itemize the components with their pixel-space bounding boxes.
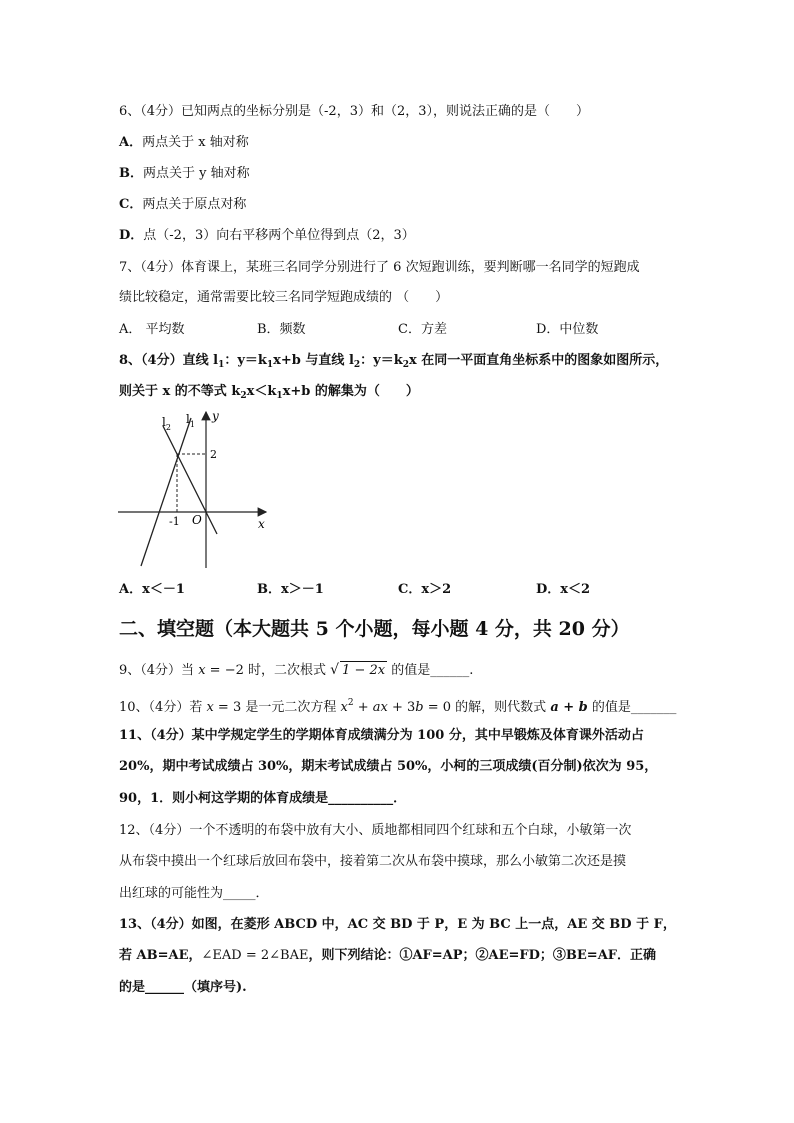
q13-angle-expression: ∠EAD = 2∠BAE	[201, 948, 309, 963]
l1-label: $l_1$	[186, 412, 195, 429]
q8-option-d: D．x＜2	[536, 582, 591, 597]
q9-variable: x	[198, 663, 206, 678]
q10-exponent: 2	[347, 698, 354, 708]
option-text: 点（-2，3）向右平移两个单位得到点（2，3）	[143, 228, 415, 243]
y-axis-label: y	[212, 409, 219, 423]
q7-option-c: C．方差	[398, 322, 447, 337]
q10-variable: ax	[372, 700, 388, 715]
q10-variable: x	[206, 700, 214, 715]
option-text: 两点关于 y 轴对称	[143, 166, 250, 181]
q10-text: = 0 的解，则代数式	[423, 700, 551, 715]
q13-text: ，则下列结论：①AF=AP；②AE=FD；③BE=AF．正确	[308, 948, 657, 963]
q12-line2: 从布袋中摸出一个红球后放回布袋中，接着第二次从布袋中摸球，那么小敏第二次还是摸	[119, 854, 627, 869]
q6-option-a	[119, 134, 249, 152]
q8-subscript: 2	[402, 360, 409, 370]
q8-option-a: A．x＜－1	[119, 582, 185, 597]
option-letter: D．	[119, 228, 144, 243]
q10-line	[119, 694, 676, 717]
q10-variable: x	[340, 700, 348, 715]
option-text: 两点关于原点对称	[142, 197, 247, 212]
sqrt-sign: √	[330, 662, 340, 678]
q9-text: 的值是______.	[387, 663, 474, 678]
q10-variable: b	[415, 700, 424, 715]
q8-option-b: B．x＞－1	[257, 582, 324, 597]
q11-line2: 20%，期中考试成绩占 30%，期末考试成绩占 50%，小柯的三项成绩(百分制)依次为 95，	[119, 759, 658, 774]
q8-line1	[119, 352, 668, 374]
q8-subscript: 2	[353, 360, 361, 370]
q13-line3: 的是______（填序号).	[119, 980, 247, 995]
line-l1	[141, 418, 191, 566]
q8-line2	[119, 383, 419, 405]
q6-option-c	[119, 196, 246, 214]
l2-label: $l_2$	[162, 415, 171, 432]
q8-option-c: C．x＞2	[398, 582, 452, 597]
q8-subscript: 1	[266, 360, 274, 370]
q8-graph	[110, 404, 280, 574]
option-text: 两点关于 x 轴对称	[142, 135, 249, 150]
q8-text: x+b 的解集为（ ）	[282, 384, 419, 399]
q8-subscript: 1	[218, 360, 225, 370]
q8-text: ：y＝k	[224, 353, 267, 368]
q9-line	[119, 661, 473, 680]
q7-option-b: B．频数	[257, 322, 306, 337]
q10-text: = 3 是一元二次方程	[213, 700, 341, 715]
q8-text: x＜k	[246, 384, 277, 399]
option-letter: C．	[119, 197, 143, 212]
q12-line3: 出红球的可能性为_____．	[119, 886, 269, 901]
q9-radicand: 1 − 2x	[342, 663, 386, 678]
x-axis-label: x	[258, 517, 265, 531]
q10-text: +	[353, 700, 373, 715]
q8-text: x+b 与直线 l	[273, 353, 354, 368]
q8-text: 8、（4分）直线 l	[119, 353, 219, 368]
q10-expression: a + b	[550, 700, 588, 715]
q11-line1: 11、（4分）某中学规定学生的学期体育成绩满分为 100 分，其中早锻炼及体育课外活动占	[119, 728, 644, 743]
q10-text: 10、（4分）若	[119, 700, 207, 715]
q9-text: 9、（4分）当	[119, 663, 199, 678]
q6-option-d	[119, 227, 415, 245]
q11-line3: 90，1．则小柯这学期的体育成绩是__________．	[119, 791, 407, 806]
q7-option-a: A． 平均数	[119, 322, 185, 337]
q7-line1: 7、（4分）体育课上，某班三名同学分别进行了 6 次短跑训练，要判断哪一名同学的短跑成	[119, 260, 640, 275]
q13-line2	[119, 947, 656, 965]
q6-stem: 6、（4分）已知两点的坐标分别是（-2，3）和（2，3），则说法正确的是（ ）	[119, 104, 590, 119]
q8-subscript: 1	[276, 391, 283, 401]
tick-label-y: 2	[210, 448, 217, 461]
q9-text: = −2 时，二次根式	[205, 663, 331, 678]
q7-line2: 绩比较稳定，通常需要比较三名同学短跑成绩的 （ ）	[119, 290, 449, 305]
option-letter: B．	[119, 166, 143, 181]
q12-line1: 12、（4分）一个不透明的布袋中放有大小、质地都相同四个红球和五个白球，小敏第一次	[119, 823, 632, 838]
q8-text: ：y＝k	[360, 353, 403, 368]
q8-text: x 在同一平面直角坐标系中的图象如图所示，	[408, 353, 669, 368]
origin-label: O	[192, 513, 202, 527]
section-title: 二、填空题（本大题共 5 个小题，每小题 4 分，共 20 分）	[119, 618, 630, 640]
q8-subscript: 2	[240, 391, 247, 401]
q13-line1: 13、（4分）如图，在菱形 ABCD 中，AC 交 BD 于 P，E 为 BC 上一点，AE 交 BD 于 F，	[119, 917, 676, 932]
q13-text: 若 AB=AE，	[119, 948, 202, 963]
q10-text: 的值是_______	[587, 700, 677, 715]
q6-option-b	[119, 165, 250, 183]
q10-text: + 3	[387, 700, 416, 715]
q8-text: 则关于 x 的不等式 k	[119, 384, 241, 399]
q7-option-d: D．中位数	[536, 322, 599, 337]
tick-label-x: -1	[169, 515, 180, 528]
option-letter: A．	[119, 135, 143, 150]
